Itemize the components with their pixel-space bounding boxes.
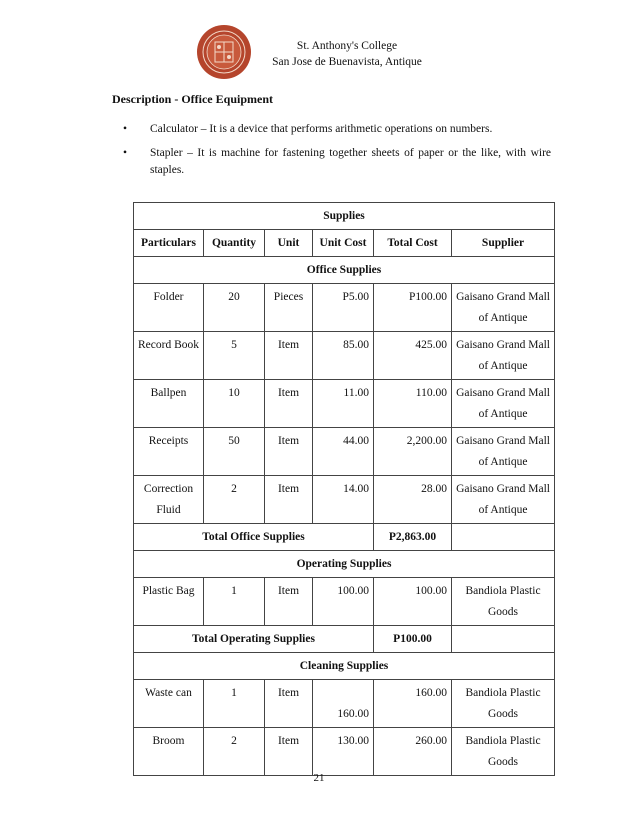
- list-item: • Calculator – It is a device that performs arithmetic operations on numbers.: [123, 123, 493, 135]
- list-item: • Stapler – It is machine for fastening together sheets of paper or the like, with wire staples.: [123, 147, 551, 176]
- college-seal-logo: [196, 24, 252, 80]
- table-cell: [452, 524, 555, 551]
- table-cell: 10: [204, 380, 265, 428]
- table-cell: 11.00: [313, 380, 374, 428]
- operating-supplies-total-label: Total Operating Supplies: [134, 626, 374, 653]
- table-cell: Plastic Bag: [134, 578, 204, 626]
- table-cell: 1: [204, 578, 265, 626]
- table-cell: Bandiola Plastic Goods: [452, 728, 555, 776]
- table-cell: 425.00: [374, 332, 452, 380]
- table-cell: 2: [204, 728, 265, 776]
- column-header: Particulars: [134, 230, 204, 257]
- table-cell: Item: [265, 332, 313, 380]
- table-cell: 44.00: [313, 428, 374, 476]
- table-row: [134, 476, 555, 524]
- table-cell: 2: [204, 476, 265, 524]
- table-row: [134, 578, 555, 626]
- table-cell: Receipts: [134, 428, 204, 476]
- equipment-list: [121, 121, 551, 186]
- list-item-text: Stapler – It is machine for fastening together sheets of paper or the like, with wire staples.: [150, 147, 551, 176]
- table-row: [134, 332, 555, 380]
- office-supplies-label: Office Supplies: [134, 257, 555, 284]
- table-cell: P100.00: [374, 284, 452, 332]
- table-cell: Item: [265, 428, 313, 476]
- table-cell: 100.00: [313, 578, 374, 626]
- table-row: [134, 728, 555, 776]
- section-label-row: [134, 551, 555, 578]
- table-cell: 160.00: [313, 680, 374, 728]
- college-name: St. Anthony's College: [296, 40, 398, 52]
- table-cell: Item: [265, 578, 313, 626]
- table-cell: Gaisano Grand Mall of Antique: [452, 380, 555, 428]
- column-header: Supplier: [452, 230, 555, 257]
- table-cell: Ballpen: [134, 380, 204, 428]
- table-cell: 2,200.00: [374, 428, 452, 476]
- table-title: Supplies: [134, 203, 555, 230]
- table-cell: Item: [265, 680, 313, 728]
- total-row: [134, 524, 555, 551]
- table-cell: 160.00: [374, 680, 452, 728]
- table-cell: 110.00: [374, 380, 452, 428]
- table-cell: Gaisano Grand Mall of Antique: [452, 428, 555, 476]
- table-cell: 28.00: [374, 476, 452, 524]
- table-cell: Item: [265, 380, 313, 428]
- table-cell: 1: [204, 680, 265, 728]
- table-cell: Correction Fluid: [134, 476, 204, 524]
- table-cell: 85.00: [313, 332, 374, 380]
- table-cell: Gaisano Grand Mall of Antique: [452, 476, 555, 524]
- table-row: [134, 428, 555, 476]
- table-cell: Folder: [134, 284, 204, 332]
- supplies-table: [133, 202, 555, 776]
- table-cell: P5.00: [313, 284, 374, 332]
- operating-supplies-label: Operating Supplies: [134, 551, 555, 578]
- college-address: San Jose de Buenavista, Antique: [272, 56, 422, 68]
- table-cell: Item: [265, 728, 313, 776]
- office-supplies-total-label: Total Office Supplies: [134, 524, 374, 551]
- table-cell: 5: [204, 332, 265, 380]
- table-cell: Gaisano Grand Mall of Antique: [452, 284, 555, 332]
- table-cell: 50: [204, 428, 265, 476]
- table-row: [134, 284, 555, 332]
- cleaning-supplies-label: Cleaning Supplies: [134, 653, 555, 680]
- column-header: Unit Cost: [313, 230, 374, 257]
- column-header: Quantity: [204, 230, 265, 257]
- operating-supplies-total-value: P100.00: [374, 626, 452, 653]
- table-cell: Pieces: [265, 284, 313, 332]
- total-row: [134, 626, 555, 653]
- list-item-text: Calculator – It is a device that performs arithmetic operations on numbers.: [150, 123, 493, 135]
- table-cell: 130.00: [313, 728, 374, 776]
- table-cell: 260.00: [374, 728, 452, 776]
- table-cell: Broom: [134, 728, 204, 776]
- section-label-row: [134, 653, 555, 680]
- table-cell: Bandiola Plastic Goods: [452, 680, 555, 728]
- column-header: Total Cost: [374, 230, 452, 257]
- table-cell: 100.00: [374, 578, 452, 626]
- table-cell: Record Book: [134, 332, 204, 380]
- page-number: 21: [313, 772, 325, 784]
- table-cell: 20: [204, 284, 265, 332]
- table-cell: 14.00: [313, 476, 374, 524]
- table-title-row: [134, 203, 555, 230]
- table-cell: Gaisano Grand Mall of Antique: [452, 332, 555, 380]
- section-label-row: [134, 257, 555, 284]
- table-row: [134, 680, 555, 728]
- table-cell: Bandiola Plastic Goods: [452, 578, 555, 626]
- office-supplies-total-value: P2,863.00: [374, 524, 452, 551]
- letterhead: [262, 38, 432, 70]
- table-row: [134, 380, 555, 428]
- table-cell: Waste can: [134, 680, 204, 728]
- table-header-row: [134, 230, 555, 257]
- table-cell: Item: [265, 476, 313, 524]
- section-title: Description - Office Equipment: [112, 92, 273, 106]
- column-header: Unit: [265, 230, 313, 257]
- table-cell: [452, 626, 555, 653]
